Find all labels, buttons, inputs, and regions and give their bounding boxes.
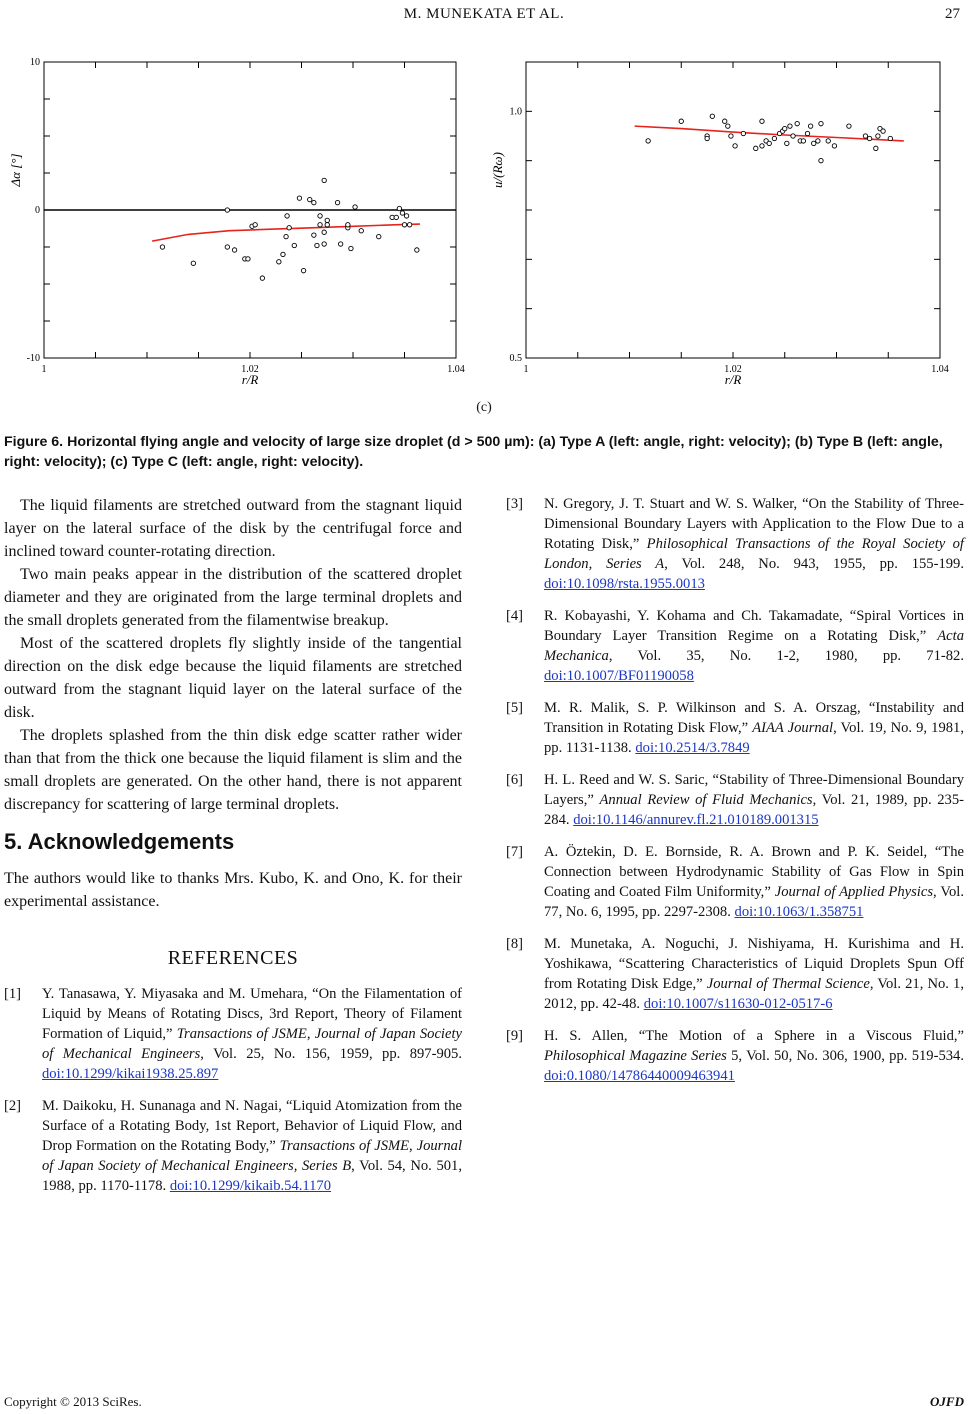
data-point (346, 223, 350, 227)
data-point (400, 211, 404, 215)
data-point (260, 276, 264, 280)
reference-text: R. Kobayashi, Y. Kohama and Ch. Takamadate, “Spiral Vortices in Boundary Layer Transition Regime on a Rotating Disk,” Acta Mechanica, Vol. 35, No. 1-2, 1980, pp. 71-82. doi:10.1007/BF01190058 (544, 608, 964, 684)
x-tick-label: 1 (41, 364, 47, 375)
reference-item (506, 934, 964, 1014)
reference-item (506, 842, 964, 922)
references-heading: REFERENCES (167, 947, 299, 969)
x-axis-label: r/R (241, 372, 259, 387)
data-point (402, 223, 406, 227)
data-point (767, 141, 771, 145)
data-point (847, 124, 851, 128)
data-point (318, 223, 322, 227)
acknowledgements-heading: 5. Acknowledgements (4, 829, 235, 854)
doi-link[interactable]: doi:10.1007/BF01190058 (544, 668, 694, 684)
running-title: M. MUNEKATA ET AL. (403, 6, 565, 22)
body-paragraph: Most of the scattered droplets fly slightly inside of the tangential direction on the disk edge because the liquid filaments are stretched outward from the stagnant liquid layer on the lateral surface of the disk. (4, 635, 462, 721)
reference-text: M. Munetaka, A. Noguchi, J. Nishiyama, H. Kurishima and H. Yoshikawa, “Scattering Characteristics of Liquid Droplets Spun Off from Rotating Disk Edge,” Journal of Thermal Science, Vol. 21, No. 1, 2012, pp. 42-48. doi:10.1007/s11630-012-0517-6 (544, 936, 964, 1012)
reference-item (4, 1096, 462, 1196)
data-point (754, 146, 758, 150)
x-tick-label: 1.04 (447, 364, 465, 375)
page-footer (4, 1394, 964, 1410)
data-point (338, 242, 342, 246)
data-point (285, 214, 289, 218)
data-point (404, 214, 408, 218)
data-point (646, 139, 650, 143)
data-point (867, 136, 871, 140)
data-point (322, 242, 326, 246)
reference-text: H. L. Reed and W. S. Saric, “Stability of Three-Dimensional Boundary Layers,” Annual Review of Fluid Mechanics, Vol. 21, 1989, pp. 235-284. doi:10.1146/annurev.fl.21.010189.001315 (544, 772, 965, 828)
reference-list-right (506, 494, 964, 1086)
reference-text: H. S. Allen, “The Motion of a Sphere in a Viscous Fluid,” Philosophical Magazine Series 5, Vol. 50, No. 306, 1900, pp. 519-534. doi:0.1080/14786440009463941 (544, 1028, 964, 1084)
data-point (377, 234, 381, 238)
data-point (760, 119, 764, 123)
reference-item (4, 984, 462, 1084)
data-point (729, 134, 733, 138)
reference-item (506, 698, 964, 758)
data-point (783, 126, 787, 130)
data-point (760, 144, 764, 148)
data-point (826, 139, 830, 143)
data-point (315, 243, 319, 247)
data-point (812, 141, 816, 145)
data-point (801, 139, 805, 143)
data-point (297, 196, 301, 200)
data-point (318, 214, 322, 218)
data-point (312, 233, 316, 237)
reference-item (506, 770, 964, 830)
reference-item (506, 606, 964, 686)
data-point (287, 226, 291, 230)
data-point (874, 146, 878, 150)
data-point (819, 121, 823, 125)
reference-number: [5] (506, 700, 524, 716)
body-paragraph: Two main peaks appear in the distribution of the scattered droplet diameter and they are originated from the large terminal droplets and the small droplets generated from the filamentwise breakup. (4, 566, 462, 629)
figure-caption: Figure 6. Horizontal flying angle and velocity of large size droplet (d > 500 µm): (a) Type A (left: angle, right: velocity); (b) Type B (left: angle, right: velocity); (c) Type C (left: angle, right: velocity). (4, 434, 943, 470)
reference-number: [6] (506, 772, 524, 788)
reference-text: N. Gregory, J. T. Stuart and W. S. Walker, “On the Stability of Three-Dimensional Boundary Layers with Application to the Flow Due to a Rotating Disk,” Philosophical Transactions of the Royal Society of London, Series A, Vol. 248, No. 943, 1955, pp. 155-199. doi:10.1098/rsta.1955.0013 (544, 496, 964, 592)
velocity-scatter-chart (484, 44, 968, 394)
data-point (301, 268, 305, 272)
reference-text: A. Öztekin, D. E. Bornside, R. A. Brown and P. K. Seidel, “The Connection between Hydrodynamic Stability of Gas Flow in Spin Coating and Coated Film Uniformity,” Journal of Applied Physics, Vol. 77, No. 6, 1995, pp. 2297-2308. doi:10.1063/1.358751 (544, 844, 964, 920)
data-point (863, 134, 867, 138)
y-tick-label: 0.5 (509, 353, 522, 364)
data-point (353, 205, 357, 209)
doi-link[interactable]: doi:10.2514/3.7849 (635, 740, 750, 756)
data-point (772, 136, 776, 140)
data-point (679, 119, 683, 123)
reference-number: [3] (506, 496, 524, 512)
data-point (246, 257, 250, 261)
data-point (277, 260, 281, 264)
x-tick-label: 1.04 (931, 364, 949, 375)
data-point (741, 131, 745, 135)
data-point (785, 141, 789, 145)
angle-scatter-chart (0, 44, 484, 394)
data-point (808, 124, 812, 128)
copyright-notice: Copyright © 2013 SciRes. (4, 1394, 142, 1409)
data-point (415, 248, 419, 252)
x-tick-label: 1.02 (241, 364, 259, 375)
doi-link[interactable]: doi:10.1299/kikai1938.25.897 (42, 1066, 219, 1082)
doi-link[interactable]: doi:0.1080/14786440009463941 (544, 1068, 735, 1084)
body-paragraph: The droplets splashed from the thin disk edge scatter rather wider than that from the thick one because the liquid filament is slim and the small droplets are generated. On the other hand, there is not apparent discrepancy for scattering of large terminal droplets. (4, 727, 462, 813)
data-point (308, 197, 312, 201)
journal-abbrev: OJFD (930, 1394, 964, 1409)
data-point (322, 230, 326, 234)
y-tick-label: 0 (35, 205, 40, 216)
data-point (160, 245, 164, 249)
reference-number: [1] (4, 986, 22, 1002)
data-point (888, 136, 892, 140)
data-point (876, 134, 880, 138)
data-point (312, 200, 316, 204)
data-point (788, 124, 792, 128)
data-point (284, 234, 288, 238)
panel-label: (c) (476, 400, 492, 415)
reference-number: [7] (506, 844, 524, 860)
reference-text: M. R. Malik, S. P. Wilkinson and S. A. Orszag, “Instability and Transition in Rotating Disk Flow,” AIAA Journal, Vol. 19, No. 9, 1981, pp. 1131-1138. doi:10.2514/3.7849 (544, 700, 964, 756)
data-point (322, 178, 326, 182)
plot-frame (526, 62, 940, 358)
body-paragraph: The liquid filaments are stretched outward from the stagnant liquid layer on the lateral surface of the disk by the centrifugal force and inclined toward counter-rotating direction. (4, 497, 462, 560)
data-point (723, 119, 727, 123)
fit-curve (635, 126, 904, 141)
y-tick-label: 1.0 (509, 106, 522, 118)
reference-item (506, 494, 964, 594)
doi-link[interactable]: doi:10.1299/kikaib.54.1170 (169, 1178, 332, 1194)
data-point (726, 124, 730, 128)
reference-number: [4] (506, 608, 524, 624)
reference-text: M. Daikoku, H. Sunanaga and N. Nagai, “Liquid Atomization from the Surface of a Rotating Body, 1st Report, Behavior of Liquid Flow, and Drop Formation on the Rotating Body,” Transactions of JSME, Journal of Japan Society of Mechanical Engineers, Series B, Vol. 54, No. 501, 1988, pp. 1170-1178. doi:10.1299/kikaib.54.1170 (42, 1098, 462, 1194)
data-point (359, 229, 363, 233)
data-point (881, 129, 885, 133)
reference-list-left (4, 984, 462, 1196)
data-point (819, 158, 823, 162)
data-point (705, 136, 709, 140)
data-point (281, 252, 285, 256)
reference-text: Y. Tanasawa, Y. Miyasaka and M. Umehara, “On the Filamentation of Liquid by Means of Rotating Discs, 3rd Report, Theory of Filament Formation of Liquid,” Transactions of JSME, Journal of Japan Society of Mechanical Engineers, Vol. 25, No. 156, 1959, pp. 897-905. doi:10.1299/kikai1938.25.897 (42, 986, 462, 1082)
y-axis-label: Δα [°] (8, 153, 23, 187)
data-point (791, 134, 795, 138)
data-point (710, 114, 714, 118)
data-point (325, 218, 329, 222)
data-point (795, 121, 799, 125)
reference-number: [2] (4, 1098, 22, 1114)
reference-item (506, 1026, 964, 1086)
data-point (335, 200, 339, 204)
data-point (225, 208, 229, 212)
data-point (232, 248, 236, 252)
acknowledgements-text: The authors would like to thanks Mrs. Kubo, K. and Ono, K. for their experimental assistance. (4, 870, 462, 910)
y-tick-label: -10 (26, 353, 40, 364)
doi-link[interactable]: doi:10.1007/s11630-012-0517-6 (643, 996, 833, 1012)
doi-link[interactable]: doi:10.1063/1.358751 (734, 904, 864, 920)
data-point (253, 223, 257, 227)
x-tick-label: 1 (523, 364, 529, 375)
data-point (325, 223, 329, 227)
data-point (816, 139, 820, 143)
data-point (292, 243, 296, 247)
data-point (349, 246, 353, 250)
data-point (805, 131, 809, 135)
doi-link[interactable]: doi:10.1098/rsta.1955.0013 (544, 576, 705, 592)
data-point (394, 215, 398, 219)
reference-number: [9] (506, 1028, 524, 1044)
y-tick-label: 10 (30, 57, 40, 68)
data-point (832, 144, 836, 148)
x-tick-label: 1.02 (724, 364, 742, 375)
right-column (506, 494, 964, 1098)
page-number: 27 (945, 6, 960, 22)
data-point (407, 223, 411, 227)
doi-link[interactable]: doi:10.1146/annurev.fl.21.010189.001315 (573, 812, 819, 828)
data-point (397, 206, 401, 210)
data-point (225, 245, 229, 249)
page-header (0, 2, 968, 26)
data-point (733, 144, 737, 148)
data-point (191, 261, 195, 265)
left-column (4, 494, 462, 1208)
y-axis-label: u/(Rω) (490, 152, 505, 188)
reference-number: [8] (506, 936, 524, 952)
x-axis-label: r/R (724, 372, 742, 387)
